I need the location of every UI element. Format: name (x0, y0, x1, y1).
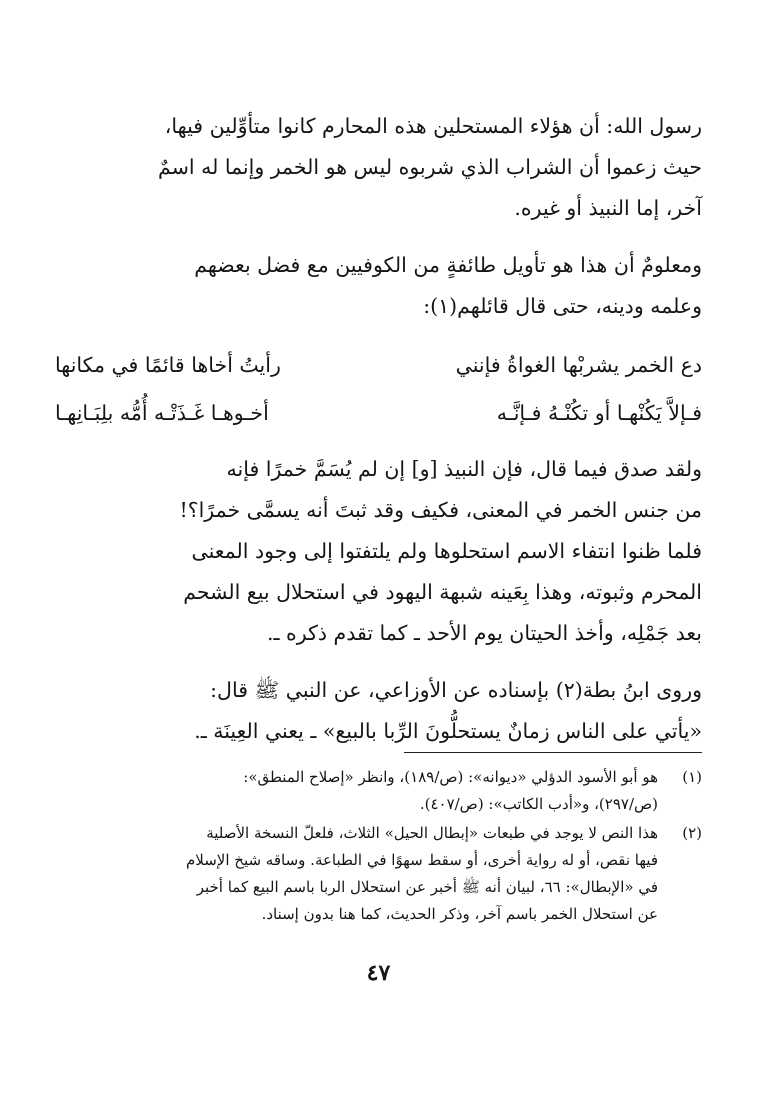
footnote-line: (ص/٢٩٧)، و«أدب الكاتب»: (ص/٤٠٧). (419, 795, 658, 813)
text-line: «يأتي على الناس زمانٌ يستحلُّونَ الرِّبا بالبيع» ـ يعني العِينَة ـ. (194, 719, 702, 743)
footnote-text (55, 820, 658, 928)
verse-second-hemistich: رأيتُ أخاها قائمًا في مكانها (55, 353, 281, 377)
text-line: المحرم وثبوته، وهذا بِعَينه شبهة اليهود في استحلال بيع الشحم (183, 580, 702, 604)
poem-verse (55, 343, 702, 387)
main-text (55, 106, 702, 768)
paragraph-3 (55, 449, 702, 654)
footnote-divider (404, 752, 702, 753)
page-number: ٤٧ (366, 960, 391, 986)
footnote-line: عن استحلال الخمر باسم آخر، وذكر الحديث، كما هنا بدون إسناد. (261, 905, 658, 923)
footnotes (55, 764, 702, 930)
footnote-number: (١) (682, 768, 702, 786)
paragraph-1 (55, 106, 702, 229)
footnote-1 (55, 764, 702, 818)
text-line: حيث زعموا أن الشراب الذي شربوه ليس هو الخمر وإنما له اسمٌ (158, 155, 702, 179)
footnote-line: هو أبو الأسود الدؤلي «ديوانه»: (ص/١٨٩)، وانظر «إصلاح المنطق»: (243, 768, 658, 786)
paragraph-4 (55, 670, 702, 752)
footnote-2 (55, 820, 702, 928)
verse-second-hemistich: أخـوهـا غَـذَتْـه أُمُّه بلِبَـانِهـا (55, 401, 269, 425)
text-line: بعد جَمْلِه، وأخذ الحيتان يوم الأحد ـ كما تقدم ذكره ـ. (267, 621, 702, 645)
text-line: ولقد صدق فيما قال، فإن النبيذ [و] إن لم يُسَمَّ خمرًا فإنه (226, 457, 702, 481)
verse-first-hemistich: دع الخمر يشربْها الغواةُ فإنني (455, 353, 702, 377)
footnote-text (55, 764, 658, 818)
text-line: ومعلومٌ أن هذا هو تأويل طائفةٍ من الكوفيين مع فضل بعضهم (194, 253, 702, 277)
verse-first-hemistich: فـإلاَّ يَكُنْهـا أو تكُنْـهُ فـإنَّـه (496, 401, 702, 425)
text-line: رسول الله: أن هؤلاء المستحلين هذه المحارم كانوا متأوِّلين فيها، (164, 114, 702, 138)
text-line: من جنس الخمر في المعنى، فكيف وقد ثبتَ أنه يسمَّى خمرًا؟! (179, 498, 702, 522)
text-line: آخر، إما النبيذ أو غيره. (514, 196, 702, 220)
footnote-line: فيها نقص، أو له رواية أخرى، أو سقط سهوًا في الطباعة. وساقه شيخ الإسلام (185, 851, 658, 869)
footnote-line: هذا النص لا يوجد في طبعات «إبطال الحيل» الثلاث، فلعلّ النسخة الأصلية (206, 824, 658, 842)
footnote-line: في «الإبطال»: ٦٦، لبيان أنه ﷺ أخبر عن استحلال الربا باسم البيع كما أخبر (196, 878, 658, 896)
text-line: وروى ابنُ بطة(٢) بإسناده عن الأوزاعي، عن النبي ﷺ قال: (210, 678, 702, 702)
paragraph-2 (55, 245, 702, 327)
text-line: فلما ظنوا انتفاء الاسم استحلوها ولم يلتفتوا إلى وجود المعنى (191, 539, 702, 563)
footnote-number: (٢) (682, 824, 702, 842)
text-line: وعلمه ودينه، حتى قال قائلهم(١): (423, 294, 702, 318)
poem-verse (55, 391, 702, 435)
poem (55, 343, 702, 435)
